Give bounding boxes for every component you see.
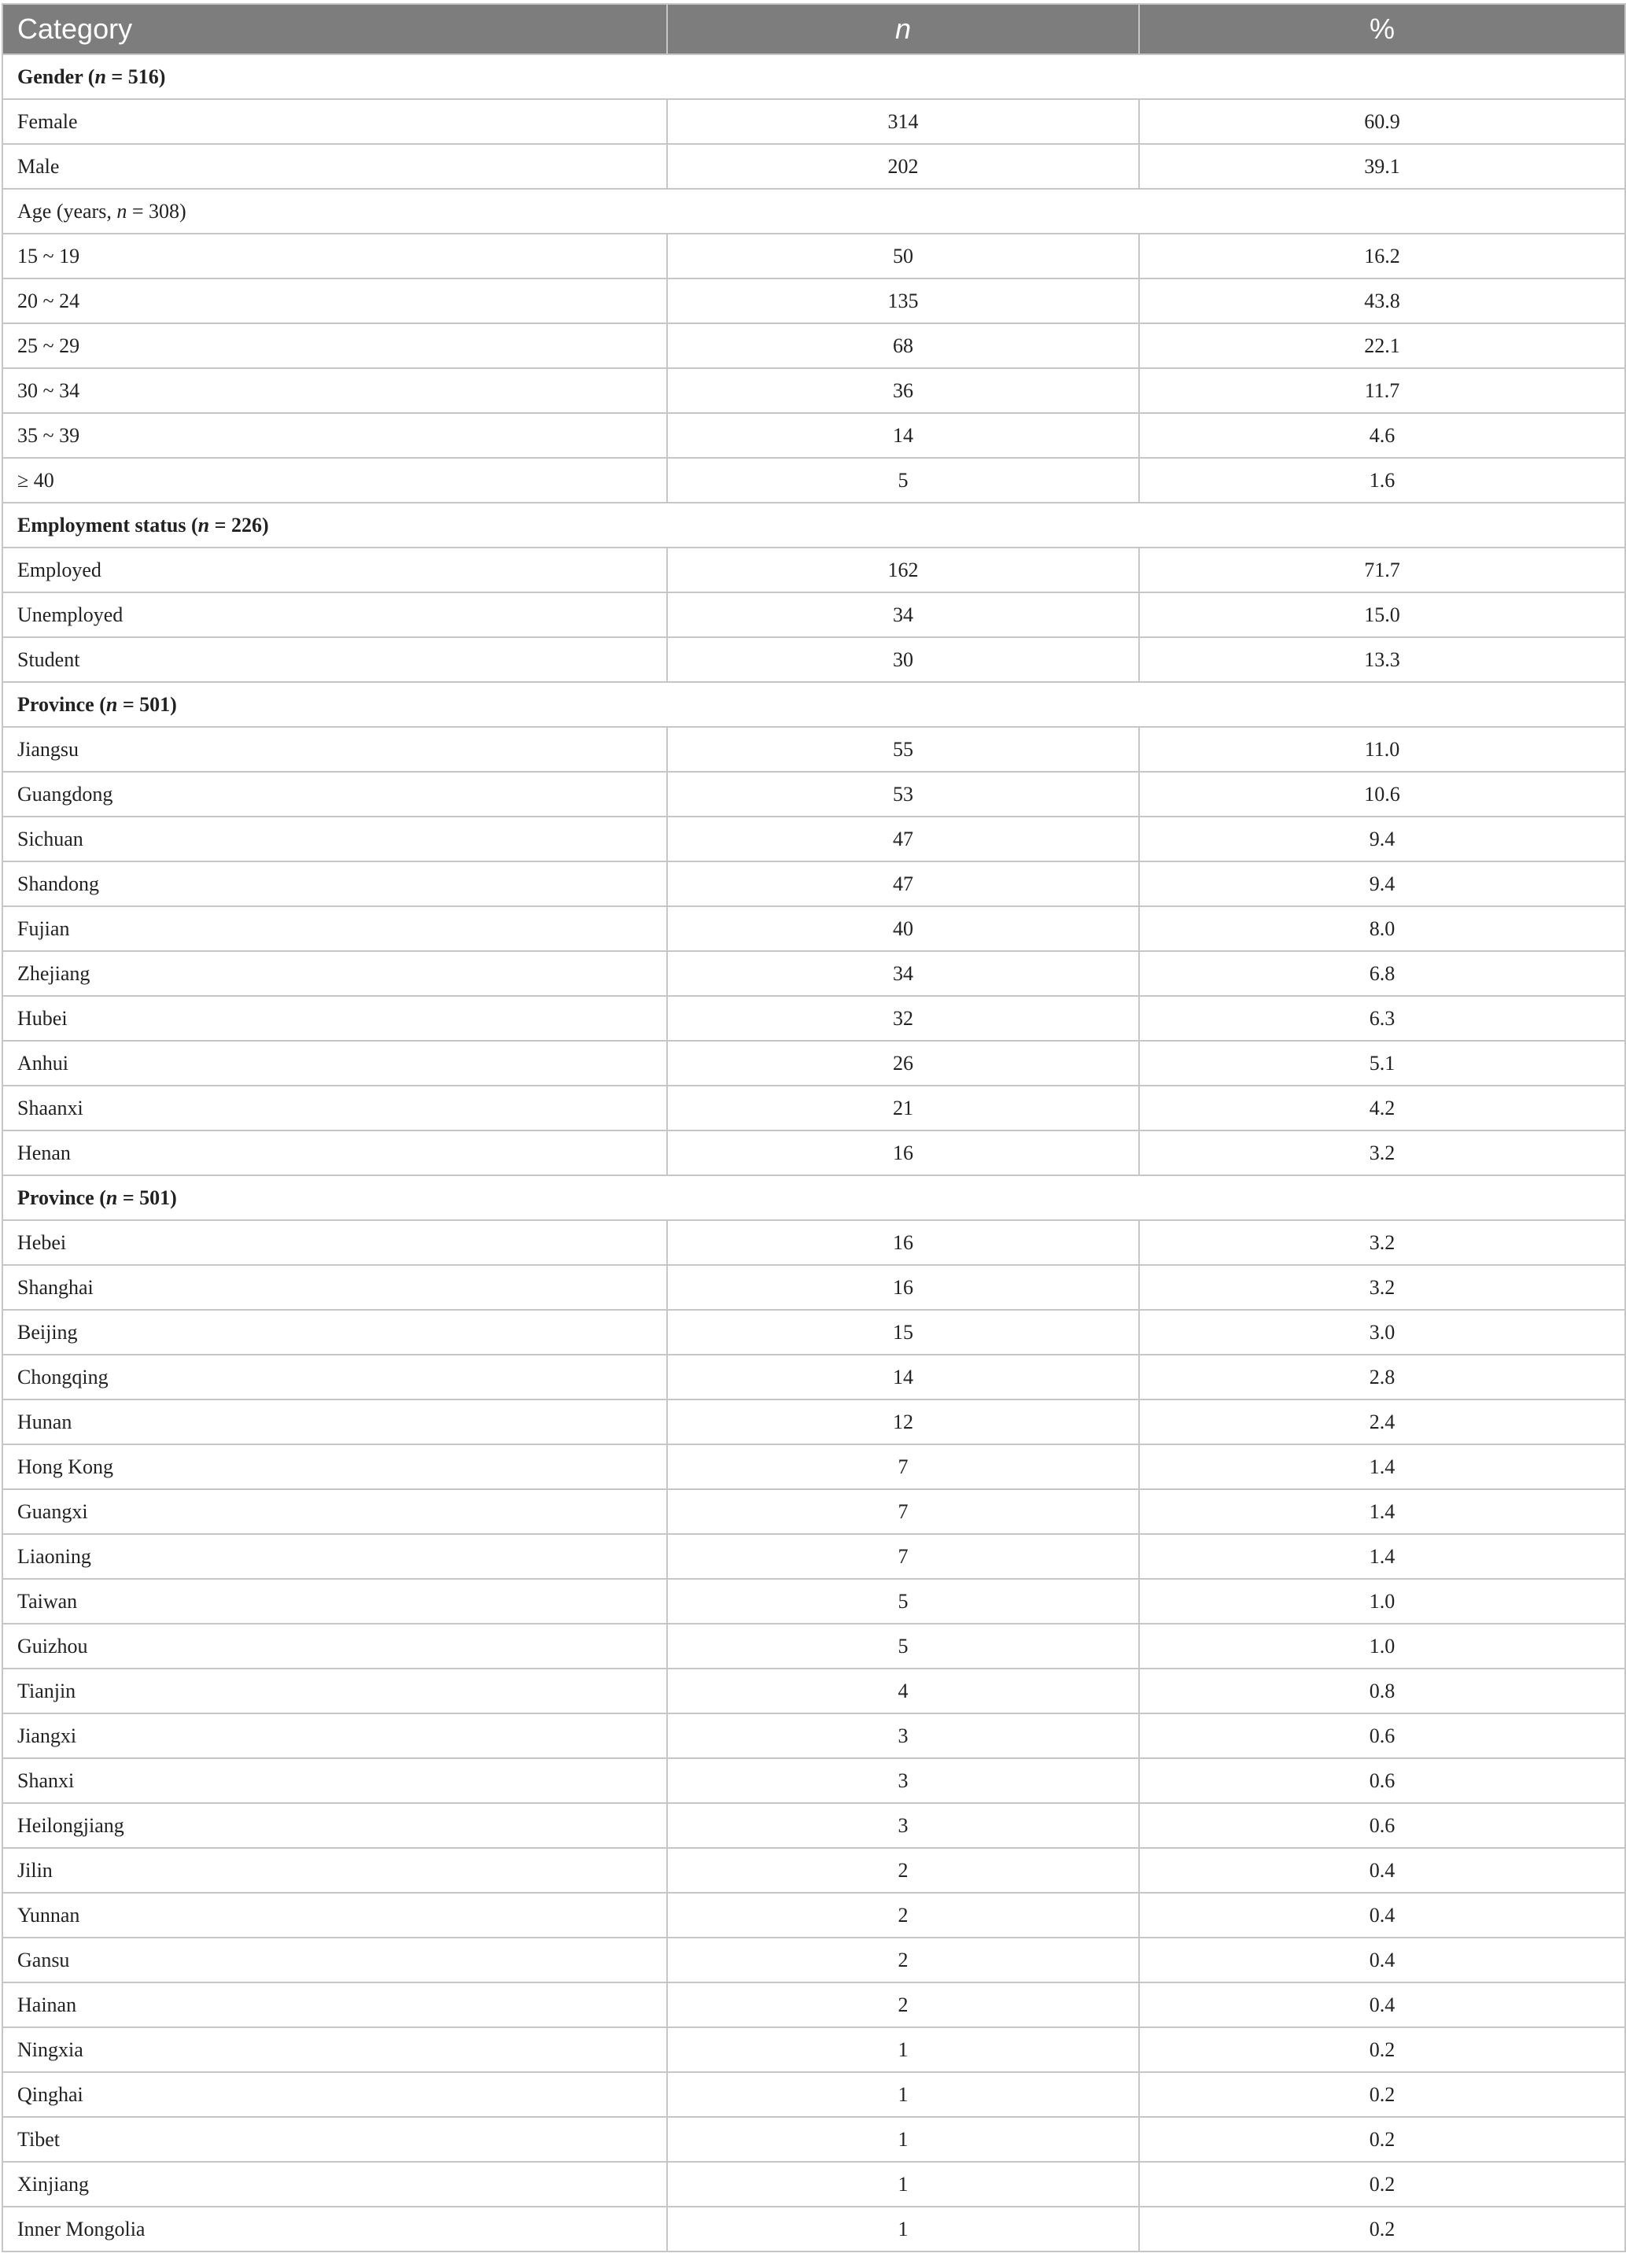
table-row: [2, 1624, 1625, 1669]
cell-category: Hainan: [2, 1982, 667, 2027]
section-label: [2, 682, 1625, 727]
cell-n: 1: [667, 2117, 1139, 2162]
cell-category: 35 ~ 39: [2, 413, 667, 458]
cell-category: Yunnan: [2, 1893, 667, 1938]
cell-category: Qinghai: [2, 2072, 667, 2117]
cell-percent: 9.4: [1139, 817, 1625, 861]
cell-category: Jiangxi: [2, 1713, 667, 1758]
table-row: [2, 323, 1625, 368]
cell-category: Taiwan: [2, 1579, 667, 1624]
cell-percent: 11.0: [1139, 727, 1625, 772]
table-row: [2, 1713, 1625, 1758]
column-header-n: n: [667, 4, 1139, 54]
cell-category: Guangdong: [2, 772, 667, 817]
table-row: [2, 1669, 1625, 1713]
cell-percent: 1.4: [1139, 1444, 1625, 1489]
cell-percent: 11.7: [1139, 368, 1625, 413]
cell-n: 2: [667, 1938, 1139, 1982]
table-row: [2, 1355, 1625, 1400]
cell-percent: 0.4: [1139, 1893, 1625, 1938]
section-label-suffix: = 226): [209, 513, 269, 537]
cell-percent: 2.8: [1139, 1355, 1625, 1400]
table-row: [2, 1489, 1625, 1534]
cell-percent: 5.1: [1139, 1041, 1625, 1086]
cell-n: 40: [667, 906, 1139, 951]
cell-percent: 0.2: [1139, 2027, 1625, 2072]
cell-n: 7: [667, 1534, 1139, 1579]
cell-percent: 1.6: [1139, 458, 1625, 503]
cell-category: Heilongjiang: [2, 1803, 667, 1848]
cell-category: Tibet: [2, 2117, 667, 2162]
cell-percent: 0.2: [1139, 2162, 1625, 2207]
section-header-row: [2, 503, 1625, 548]
cell-category: Unemployed: [2, 592, 667, 637]
cell-percent: 60.9: [1139, 99, 1625, 144]
section-header-row: [2, 54, 1625, 99]
cell-n: 5: [667, 1624, 1139, 1669]
cell-n: 1: [667, 2207, 1139, 2251]
table-row: [2, 861, 1625, 906]
cell-percent: 1.0: [1139, 1624, 1625, 1669]
table-row: [2, 1534, 1625, 1579]
cell-percent: 0.4: [1139, 1938, 1625, 1982]
cell-n: 30: [667, 637, 1139, 682]
cell-category: Hebei: [2, 1220, 667, 1265]
table-row: [2, 234, 1625, 278]
section-label-suffix: = 308): [127, 199, 186, 223]
cell-n: 21: [667, 1086, 1139, 1130]
cell-category: Jilin: [2, 1848, 667, 1893]
table-row: [2, 1982, 1625, 2027]
section-label: [2, 54, 1625, 99]
cell-n: 5: [667, 1579, 1139, 1624]
cell-n: 3: [667, 1713, 1139, 1758]
cell-percent: 0.4: [1139, 1848, 1625, 1893]
cell-percent: 4.6: [1139, 413, 1625, 458]
cell-category: Tianjin: [2, 1669, 667, 1713]
section-label-n-symbol: n: [105, 692, 118, 716]
section-label-n-symbol: n: [116, 199, 127, 223]
cell-category: Shaanxi: [2, 1086, 667, 1130]
cell-percent: 39.1: [1139, 144, 1625, 189]
cell-n: 15: [667, 1310, 1139, 1355]
cell-category: ≥ 40: [2, 458, 667, 503]
table-row: [2, 1758, 1625, 1803]
section-label-prefix: Age (years,: [17, 199, 117, 223]
section-label-n-symbol: n: [94, 65, 106, 88]
cell-percent: 22.1: [1139, 323, 1625, 368]
section-label: [2, 503, 1625, 548]
table-row: [2, 413, 1625, 458]
cell-category: Gansu: [2, 1938, 667, 1982]
cell-n: 2: [667, 1893, 1139, 1938]
cell-category: Fujian: [2, 906, 667, 951]
table-row: [2, 2162, 1625, 2207]
cell-n: 34: [667, 951, 1139, 996]
cell-category: Chongqing: [2, 1355, 667, 1400]
cell-percent: 71.7: [1139, 548, 1625, 592]
table-row: [2, 2117, 1625, 2162]
table-row: [2, 637, 1625, 682]
section-header-row: [2, 682, 1625, 727]
column-header-percent: %: [1139, 4, 1625, 54]
cell-n: 47: [667, 817, 1139, 861]
table-body: [2, 54, 1625, 2251]
table-row: [2, 458, 1625, 503]
header-row: [2, 4, 1625, 54]
cell-n: 135: [667, 278, 1139, 323]
section-header-row: [2, 1175, 1625, 1220]
cell-category: Inner Mongolia: [2, 2207, 667, 2251]
cell-percent: 0.6: [1139, 1758, 1625, 1803]
cell-percent: 3.2: [1139, 1130, 1625, 1175]
table-row: [2, 1130, 1625, 1175]
cell-n: 36: [667, 368, 1139, 413]
cell-category: Employed: [2, 548, 667, 592]
cell-category: Jiangsu: [2, 727, 667, 772]
cell-category: Beijing: [2, 1310, 667, 1355]
cell-percent: 1.4: [1139, 1489, 1625, 1534]
cell-n: 47: [667, 861, 1139, 906]
cell-category: Shandong: [2, 861, 667, 906]
table-header: [2, 4, 1625, 54]
table-row: [2, 99, 1625, 144]
section-label-prefix: Employment status (: [17, 513, 198, 537]
cell-category: Hong Kong: [2, 1444, 667, 1489]
cell-category: 20 ~ 24: [2, 278, 667, 323]
cell-n: 7: [667, 1489, 1139, 1534]
cell-category: 30 ~ 34: [2, 368, 667, 413]
cell-category: 15 ~ 19: [2, 234, 667, 278]
cell-n: 34: [667, 592, 1139, 637]
cell-category: Student: [2, 637, 667, 682]
cell-percent: 8.0: [1139, 906, 1625, 951]
cell-n: 7: [667, 1444, 1139, 1489]
section-label: [2, 189, 1625, 234]
cell-category: Henan: [2, 1130, 667, 1175]
cell-n: 3: [667, 1758, 1139, 1803]
cell-n: 314: [667, 99, 1139, 144]
section-label-suffix: = 501): [117, 692, 177, 716]
cell-category: 25 ~ 29: [2, 323, 667, 368]
cell-n: 1: [667, 2027, 1139, 2072]
table-row: [2, 1220, 1625, 1265]
cell-category: Sichuan: [2, 817, 667, 861]
cell-percent: 2.4: [1139, 1400, 1625, 1444]
cell-category: Zhejiang: [2, 951, 667, 996]
section-label-suffix: = 516): [105, 65, 166, 88]
cell-percent: 3.2: [1139, 1265, 1625, 1310]
table-row: [2, 1938, 1625, 1982]
cell-percent: 0.2: [1139, 2207, 1625, 2251]
cell-percent: 13.3: [1139, 637, 1625, 682]
cell-percent: 4.2: [1139, 1086, 1625, 1130]
cell-n: 16: [667, 1130, 1139, 1175]
cell-n: 16: [667, 1265, 1139, 1310]
table-row: [2, 906, 1625, 951]
table-row: [2, 727, 1625, 772]
table-row: [2, 1310, 1625, 1355]
cell-n: 55: [667, 727, 1139, 772]
cell-category: Ningxia: [2, 2027, 667, 2072]
section-label-n-symbol: n: [105, 1186, 118, 1209]
cell-percent: 16.2: [1139, 234, 1625, 278]
table-row: [2, 2072, 1625, 2117]
table-row: [2, 144, 1625, 189]
cell-category: Hubei: [2, 996, 667, 1041]
cell-percent: 3.0: [1139, 1310, 1625, 1355]
cell-n: 5: [667, 458, 1139, 503]
cell-percent: 0.2: [1139, 2117, 1625, 2162]
cell-category: Xinjiang: [2, 2162, 667, 2207]
cell-percent: 43.8: [1139, 278, 1625, 323]
table-row: [2, 1041, 1625, 1086]
table-row: [2, 592, 1625, 637]
cell-category: Hunan: [2, 1400, 667, 1444]
table-row: [2, 1893, 1625, 1938]
cell-n: 32: [667, 996, 1139, 1041]
table-row: [2, 817, 1625, 861]
cell-n: 162: [667, 548, 1139, 592]
table-row: [2, 1086, 1625, 1130]
table-row: [2, 368, 1625, 413]
cell-percent: 1.0: [1139, 1579, 1625, 1624]
cell-percent: 9.4: [1139, 861, 1625, 906]
cell-n: 50: [667, 234, 1139, 278]
cell-category: Female: [2, 99, 667, 144]
table-row: [2, 278, 1625, 323]
cell-n: 3: [667, 1803, 1139, 1848]
cell-percent: 10.6: [1139, 772, 1625, 817]
cell-n: 2: [667, 1982, 1139, 2027]
demographics-table: [2, 3, 1626, 2252]
cell-percent: 0.8: [1139, 1669, 1625, 1713]
cell-n: 1: [667, 2162, 1139, 2207]
table-row: [2, 1848, 1625, 1893]
cell-category: Shanxi: [2, 1758, 667, 1803]
section-label-n-symbol: n: [197, 513, 210, 537]
cell-category: Liaoning: [2, 1534, 667, 1579]
section-header-row: [2, 189, 1625, 234]
cell-n: 2: [667, 1848, 1139, 1893]
cell-n: 14: [667, 1355, 1139, 1400]
cell-category: Male: [2, 144, 667, 189]
cell-n: 12: [667, 1400, 1139, 1444]
section-label: [2, 1175, 1625, 1220]
table-row: [2, 1444, 1625, 1489]
cell-n: 14: [667, 413, 1139, 458]
cell-category: Shanghai: [2, 1265, 667, 1310]
section-label-prefix: Gender (: [17, 65, 95, 88]
cell-percent: 0.6: [1139, 1803, 1625, 1848]
cell-n: 53: [667, 772, 1139, 817]
cell-n: 68: [667, 323, 1139, 368]
cell-category: Guangxi: [2, 1489, 667, 1534]
table-row: [2, 548, 1625, 592]
cell-percent: 3.2: [1139, 1220, 1625, 1265]
cell-n: 26: [667, 1041, 1139, 1086]
cell-percent: 6.8: [1139, 951, 1625, 996]
table-row: [2, 951, 1625, 996]
table-row: [2, 1400, 1625, 1444]
table-row: [2, 1803, 1625, 1848]
table-row: [2, 996, 1625, 1041]
cell-percent: 0.4: [1139, 1982, 1625, 2027]
column-header-category: Category: [2, 4, 667, 54]
section-label-prefix: Province (: [17, 692, 106, 716]
table-row: [2, 1579, 1625, 1624]
table-row: [2, 2207, 1625, 2251]
section-label-suffix: = 501): [117, 1186, 177, 1209]
table-row: [2, 2027, 1625, 2072]
cell-percent: 6.3: [1139, 996, 1625, 1041]
section-label-prefix: Province (: [17, 1186, 106, 1209]
cell-percent: 0.2: [1139, 2072, 1625, 2117]
table-row: [2, 772, 1625, 817]
cell-percent: 0.6: [1139, 1713, 1625, 1758]
cell-category: Guizhou: [2, 1624, 667, 1669]
cell-percent: 15.0: [1139, 592, 1625, 637]
cell-n: 4: [667, 1669, 1139, 1713]
cell-n: 16: [667, 1220, 1139, 1265]
cell-n: 202: [667, 144, 1139, 189]
table-row: [2, 1265, 1625, 1310]
cell-category: Anhui: [2, 1041, 667, 1086]
cell-percent: 1.4: [1139, 1534, 1625, 1579]
cell-n: 1: [667, 2072, 1139, 2117]
